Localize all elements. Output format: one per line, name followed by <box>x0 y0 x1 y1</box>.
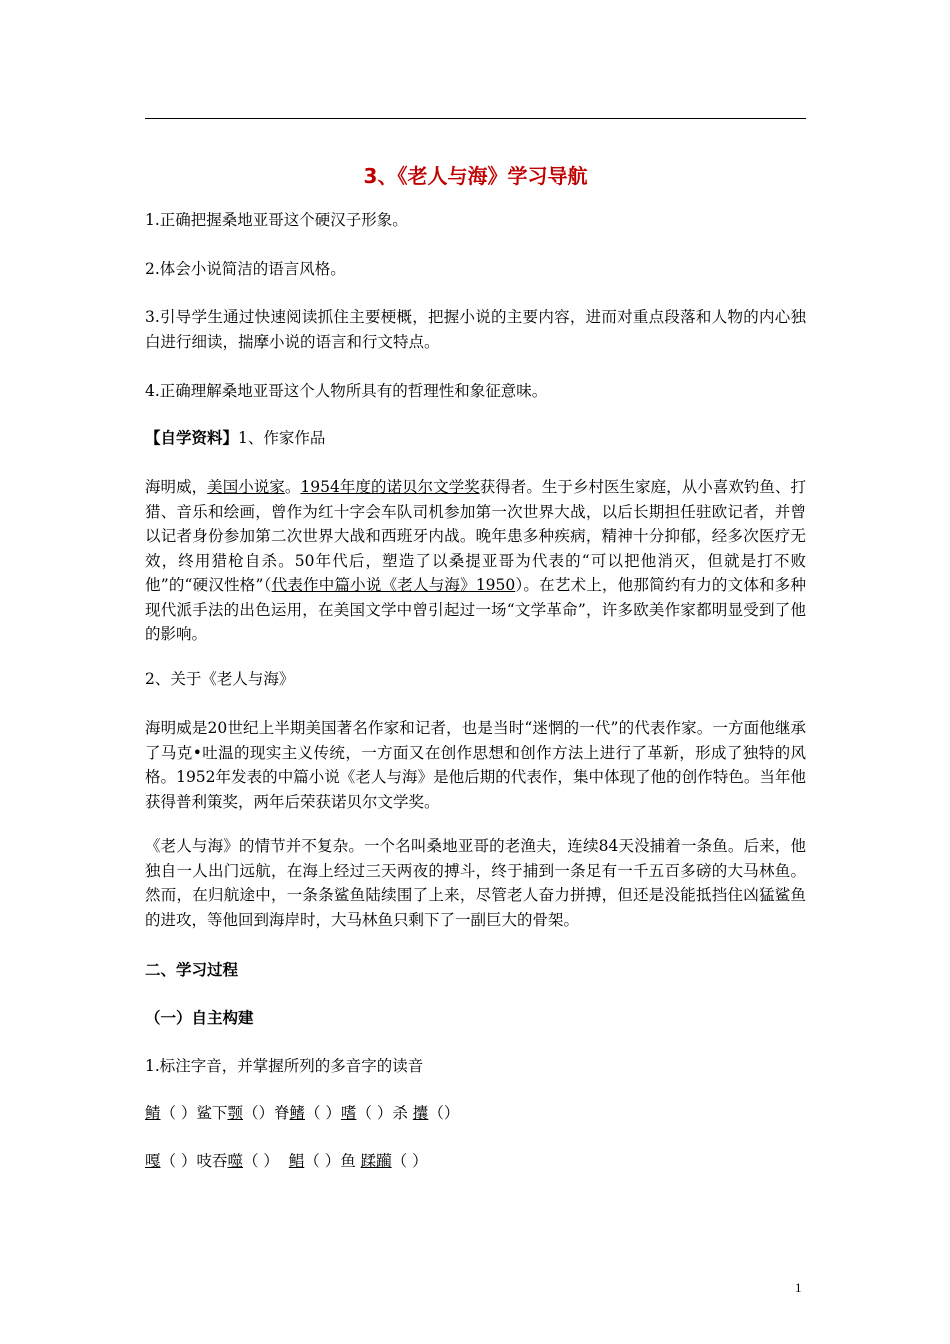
blank: （ ）吱吞 <box>160 1152 228 1170</box>
about-book-heading: 2、关于《老人与海》 <box>145 670 295 688</box>
header-rule <box>145 118 806 119</box>
page-number: 1 <box>795 1280 802 1295</box>
char-shi: 嗜 <box>340 1104 357 1122</box>
question-1: 1.标注字音，并掌握所列的多音字的读音 <box>145 1057 424 1075</box>
author-text-a: 海明威， <box>145 478 208 496</box>
char-shi-devour: 噬 <box>227 1152 243 1170</box>
author-text-b: 。 <box>284 478 301 496</box>
blank: （ ） <box>391 1152 428 1170</box>
self-build-heading: （一）自主构建 <box>145 1009 254 1027</box>
char-qi: 鳍 <box>289 1104 305 1122</box>
process-heading: 二、学习过程 <box>145 961 239 979</box>
blank: （ ）鲨下 <box>160 1104 228 1122</box>
char-e: 颚 <box>227 1104 243 1122</box>
char-ga: 嘎 <box>145 1152 161 1170</box>
self-study-heading <box>145 426 806 451</box>
blank: （ ） <box>305 1104 341 1122</box>
blank: （ ）杀 <box>356 1104 413 1122</box>
char-qing: 鲭 <box>145 1104 161 1122</box>
char-chang: 鲳 <box>288 1152 305 1170</box>
goal-3: 3.引导学生通过快速阅读抓住主要梗概，把握小说的主要内容，进而对重点段落和人物的内心独白进行细读，揣摩小说的语言和行文特点。 <box>145 308 806 351</box>
goal-4: 4.正确理解桑地亚哥这个人物所具有的哲理性和象征意味。 <box>145 382 548 400</box>
link-masterpiece[interactable]: 代表作中篇小说《老人与海》1950 <box>271 576 516 594</box>
blank: （ ）鱼 <box>304 1152 361 1170</box>
char-nang: 攮 <box>412 1104 429 1122</box>
hemingway-paragraph: 海明威是20世纪上半期美国著名作家和记者，也是当时“迷惘的一代”的代表作家。一方面他继承了马克•吐温的现实主义传统，一方面又在创作思想和创作方法上进行了革新，形成了独特的风格。1952年发表的中篇小说《老人与海》是他后期的代表作，集中体现了他的创作特色。当年他获得普利策奖，两年后荣获诺贝尔文学奖。 <box>145 719 806 811</box>
author-works-heading: 1、作家作品 <box>238 429 326 447</box>
pinyin-row-2 <box>145 1149 806 1174</box>
self-study-label: 【自学资料】 <box>145 429 239 447</box>
author-paragraph <box>145 475 806 647</box>
char-rou-lin: 蹂躏 <box>360 1152 392 1170</box>
link-nobel-1954[interactable]: 1954年度的诺贝尔文学奖 <box>300 478 480 496</box>
link-american-novelist[interactable]: 美国小说家 <box>207 478 285 496</box>
blank: （） <box>428 1104 460 1122</box>
blank: （）脊 <box>242 1104 290 1122</box>
goal-1: 1.正确把握桑地亚哥这个硬汉子形象。 <box>145 211 408 229</box>
blank: （ ） <box>242 1152 289 1170</box>
pinyin-row-1 <box>145 1101 806 1126</box>
author-text-c: 获得者。生于乡村医生家庭，从小喜欢钓鱼、打猎、音乐和绘画，曾作为红十字会车队司机参加第一次世界大战，以后长期担任驻欧记者，并曾以记者身份参加第二次世界大战和西班牙内战。晚年患多种疾病，精神十分抑郁，经多次医疗无效，终用猎枪自杀。50年代后，塑造了以桑提亚哥为代表的“可以把他消灭，但就是打不败他”的“硬汉性格”（ <box>145 478 806 594</box>
plot-paragraph: 《老人与海》的情节并不复杂。一个名叫桑地亚哥的老渔夫，连续84天没捕着一条鱼。后来，他独自一人出门远航，在海上经过三天两夜的搏斗，终于捕到一条足有一千五百多磅的大马林鱼。然而，在归航途中，一条条鲨鱼陆续围了上来，尽管老人奋力拼搏，但还是没能抵挡住凶猛鲨鱼的进攻，等他回到海岸时，大马林鱼只剩下了一副巨大的骨架。 <box>145 837 806 929</box>
author-text-d: ）。在艺术上，他那简约有力的文体和多种现代派手法的出色运用，在美国文学中曾引起过一场“文学革命”，许多欧美作家都明显受到了他的影响。 <box>145 576 806 643</box>
goal-2: 2.体会小说简洁的语言风格。 <box>145 260 346 278</box>
page-title: 3、《老人与海》学习导航 <box>363 164 588 188</box>
